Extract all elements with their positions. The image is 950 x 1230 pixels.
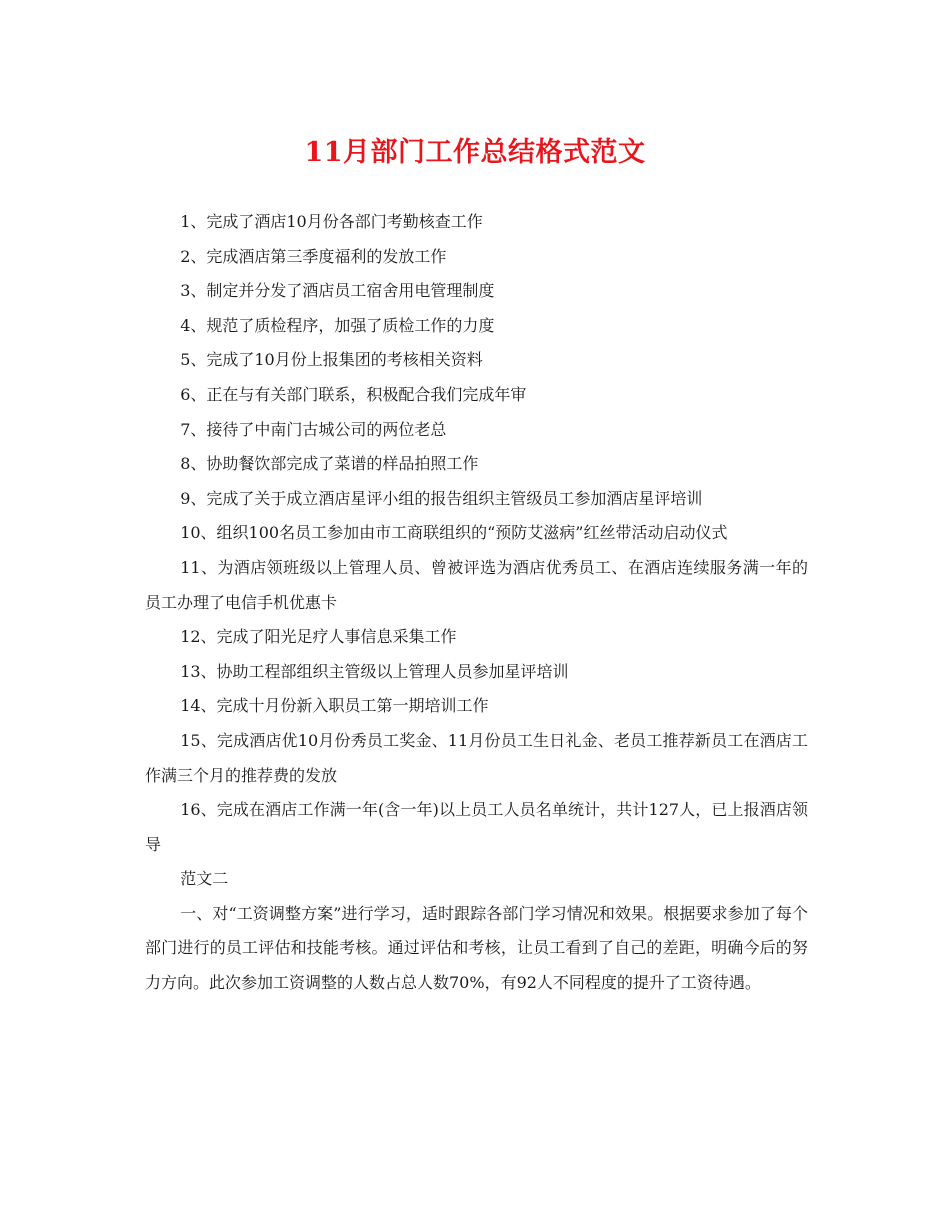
paragraph: 15、完成酒店优10月份秀员工奖金、11月份员工生日礼金、老员工推荐新员工在酒店工作满三个月的推荐费的发放 xyxy=(145,730,808,785)
paragraph: 4、规范了质检程序，加强了质检工作的力度 xyxy=(180,315,495,335)
paragraph: 16、完成在酒店工作满一年(含一年)以上员工人员名单统计，共计127人，已上报酒店领导 xyxy=(145,800,808,854)
paragraph: 3、制定并分发了酒店员工宿舍用电管理制度 xyxy=(180,281,495,301)
document-title: 11月部门工作总结格式范文 xyxy=(304,137,646,168)
document-body xyxy=(145,205,808,1001)
paragraph: 13、协助工程部组织主管级以上管理人员参加星评培训 xyxy=(180,661,569,681)
paragraph: 2、完成酒店第三季度福利的发放工作 xyxy=(180,246,447,266)
paragraph: 6、正在与有关部门联系，积极配合我们完成年审 xyxy=(180,384,527,404)
paragraph: 一、对“工资调整方案”进行学习，适时跟踪各部门学习情况和效果。根据要求参加了每个部门进行的员工评估和技能考核。通过评估和考核，让员工看到了自己的差距，明确今后的努力方向。此次参加工资调整的人数占总人数70%，有92人不同程度的提升了工资待遇。 xyxy=(145,903,808,993)
paragraph: 5、完成了10月份上报集团的考核相关资料 xyxy=(180,350,483,370)
paragraph: 10、组织100名员工参加由市工商联组织的“预防艾滋病”红丝带活动启动仪式 xyxy=(180,523,728,543)
paragraph: 14、完成十月份新入职员工第一期培训工作 xyxy=(180,696,489,716)
paragraph: 12、完成了阳光足疗人事信息采集工作 xyxy=(180,627,457,647)
paragraph: 9、完成了关于成立酒店星评小组的报告组织主管级员工参加酒店星评培训 xyxy=(180,488,703,508)
paragraph: 11、为酒店领班级以上管理人员、曾被评选为酒店优秀员工、在酒店连续服务满一年的员工办理了电信手机优惠卡 xyxy=(145,557,808,612)
section-heading: 范文二 xyxy=(180,869,229,889)
paragraph: 8、协助餐饮部完成了菜谱的样品拍照工作 xyxy=(180,454,479,474)
paragraph: 7、接待了中南门古城公司的两位老总 xyxy=(180,419,447,439)
paragraph: 1、完成了酒店10月份各部门考勤核查工作 xyxy=(180,212,483,231)
